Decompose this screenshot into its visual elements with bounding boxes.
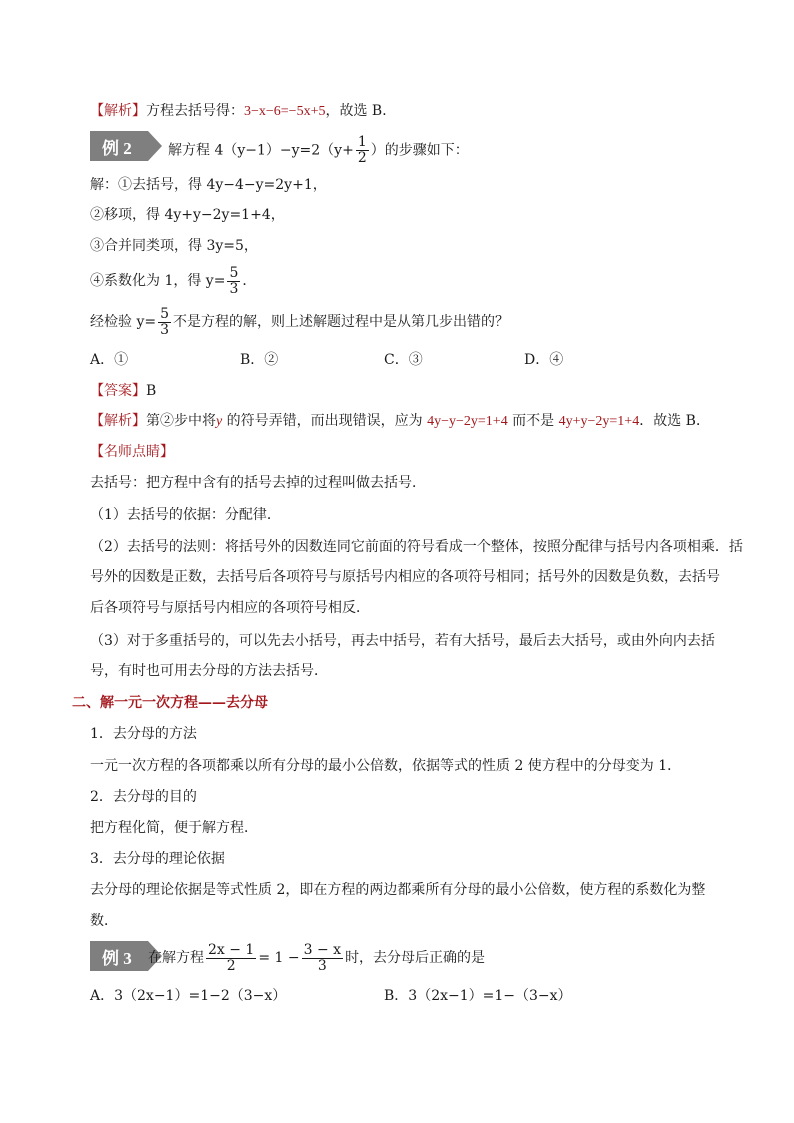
analysis-line-2 (90, 411, 710, 432)
fraction-numerator: 5 (229, 264, 239, 281)
analysis-expression-2: 4y+y−2y=1+4 (558, 414, 640, 429)
question-fraction (158, 307, 171, 338)
tips-line-3b: 号外的因数是正数，去括号后各项符号与原括号内相应的各项符号相同；括号外的因数是负数，去括号 (90, 569, 720, 585)
fraction-denominator: 2 (226, 957, 236, 974)
fraction-numerator: 5 (160, 305, 170, 322)
example-2-stem-suffix: ）的步骤如下： (370, 142, 469, 159)
tips-line-4b: 号，有时也可用去分母的方法去括号． (90, 663, 328, 679)
example-2-stem-prefix: 解方程 4（y−1）−y=2（y+ (168, 142, 354, 159)
solution-step-4 (90, 264, 256, 298)
step-4-suffix: ． (242, 273, 257, 289)
example-3-option-b: B．3（2x−1）=1−（3−x） (384, 988, 572, 1004)
example-3-option-a: A．3（2x−1）=1−2（3−x） (90, 988, 287, 1004)
analysis-line-1 (90, 101, 396, 122)
example-2-stem (168, 135, 469, 166)
section-2-p3-heading: 3．去分母的理论依据 (90, 851, 225, 867)
tips-tag: 【名师点睛】 (90, 444, 174, 460)
question-prefix: 经检验 y= (90, 314, 157, 330)
solution-step-1: 解：①去括号，得 4y−4−y=2y+1， (90, 177, 327, 193)
analysis-tag: 【解析】 (90, 413, 146, 429)
tips-line-3a: （2）去括号的法则：将括号外的因数连同它前面的符号看成一个整体，按照分配律与括号内各项相乘．括 (90, 539, 743, 555)
fraction-denominator: 3 (229, 280, 239, 297)
analysis-tail: ，故选 B． (325, 103, 397, 119)
example-3-stem-suffix: 时，去分母后正确的是 (345, 950, 486, 966)
analysis-text: 方程去括号得： (146, 103, 244, 119)
solution-step-2: ②移项，得 4y+y−2y=1+4， (90, 207, 285, 223)
fraction-denominator: 3 (317, 957, 327, 974)
section-2-p2-body: 把方程化简，便于解方程． (90, 820, 258, 836)
tips-line-1: 去括号：把方程中含有的括号去掉的过程叫做去括号． (90, 475, 426, 491)
analysis-text-4: ．故选 B． (639, 413, 710, 429)
solution-step-3: ③合并同类项，得 3y=5， (90, 238, 258, 254)
section-2-p1-heading: 1．去分母的方法 (90, 726, 197, 742)
example-3-badge: 例 3 (90, 941, 148, 971)
fraction-denominator: 2 (357, 150, 367, 166)
option-c: C．③ (384, 352, 423, 368)
section-2-p1-body: 一元一次方程的各项都乘以所有分母的最小公倍数，依据等式的性质 2 使方程中的分母变为 1． (90, 758, 682, 774)
example-2-question (90, 305, 509, 339)
section-2-p3-body-a: 去分母的理论依据是等式性质 2，即在方程的两边都乘所有分母的最小公倍数，使方程的系数化为整 (90, 882, 706, 898)
step-4-prefix: ④系数化为 1，得 y= (90, 273, 226, 289)
example-3-stem-prefix: 在解方程 (148, 950, 204, 966)
answer-tag: 【答案】 (90, 383, 146, 399)
tips-line-3c: 后各项符号与原括号内相应的各项符号相反． (90, 600, 370, 616)
analysis-tag: 【解析】 (90, 103, 146, 119)
tips-line-4a: （3）对于多重括号的，可以先去小括号，再去中括号，若有大括号，最后去大括号，或由外向内去括 (90, 633, 715, 649)
question-suffix: 不是方程的解，则上述解题过程中是从第几步出错的？ (173, 314, 510, 330)
analysis-expression-1: 4y−y−2y=1+4 (427, 414, 508, 429)
example-3-stem (148, 940, 485, 976)
fraction-numerator: 2x − 1 (208, 941, 255, 958)
tips-line-2: （1）去括号的依据：分配律． (90, 507, 281, 523)
analysis-text-2: 的符号弄错，而出现错误，应为 (222, 413, 428, 429)
option-a: A．① (90, 352, 129, 368)
answer-line (90, 381, 156, 401)
step-4-fraction (227, 266, 240, 297)
analysis-expression: 3−x−6=−5x+5 (244, 104, 326, 119)
fraction-numerator: 1 (357, 134, 367, 150)
example-2-badge: 例 2 (90, 131, 148, 161)
fraction-numerator: 3 − x (303, 941, 342, 958)
section-2-title: 二、解一元一次方程——去分母 (72, 695, 268, 711)
analysis-text-3: 而不是 (507, 413, 559, 429)
answer-value: B (146, 383, 157, 399)
example-3-fraction-2 (302, 943, 343, 974)
section-2-p3-body-b: 数． (90, 913, 118, 929)
example-3-middle: = 1 − (258, 950, 300, 966)
fraction-denominator: 3 (160, 321, 170, 338)
analysis-variable: y (216, 414, 223, 429)
example-2-fraction (356, 135, 369, 166)
analysis-text-1: 第②步中将 (146, 413, 216, 429)
section-2-p2-heading: 2．去分母的目的 (90, 789, 197, 805)
option-b: B．② (240, 352, 279, 368)
example-3-fraction-1 (206, 943, 256, 974)
option-d: D．④ (524, 352, 564, 368)
